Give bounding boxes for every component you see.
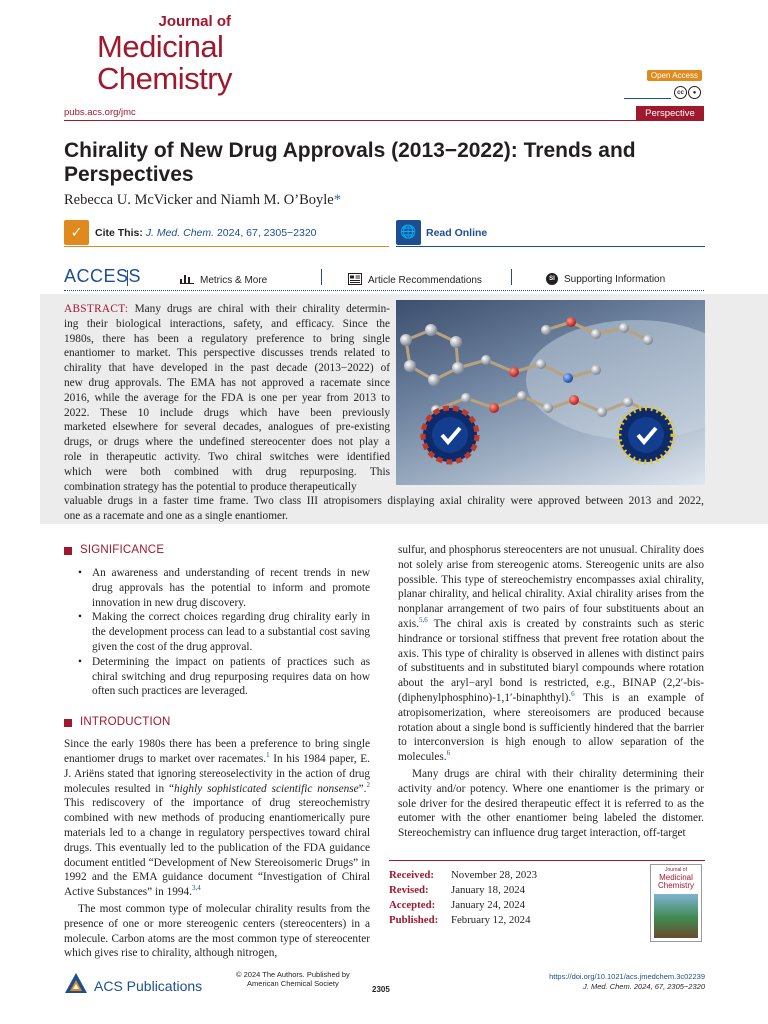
bar-chart-icon (180, 273, 194, 287)
abstract-line: new drug approvals. The EMA has not approved a racemate since (64, 376, 390, 389)
date-row (389, 883, 639, 898)
significance-heading-text: SIGNIFICANCE (80, 544, 165, 556)
si-icon: SI (546, 273, 558, 285)
journal-url[interactable]: pubs.acs.org/jmc (64, 107, 136, 118)
section-square-icon (64, 547, 72, 555)
logo-line-2: Medicinal (97, 29, 224, 64)
date-value: November 28, 2023 (451, 869, 538, 881)
copyright-line-2: American Chemical Society (247, 979, 339, 989)
date-row (389, 868, 639, 883)
introduction-heading (64, 715, 370, 730)
access-rule (64, 290, 704, 291)
body-text: The chiral axis is created by constraints such as steric hindrance or torsional stiffness that prevent free rotation about the axis. This type of chirality is observed in allenes with distinct pairs of substituents and in substituted biaryl compounds where rotation about the aryl−aryl bond is restricted, e.g., BINAP (2,2′-bis-(diphenylphosphino)-1,1′-binaphthyl). (398, 617, 704, 704)
abstract-line: which were both combined with drug repurposing. This (64, 465, 390, 478)
intro-text: ”. (358, 782, 367, 795)
globe-icon[interactable]: 🌐 (396, 220, 421, 245)
citation-ref[interactable]: 5,6 (419, 616, 428, 625)
abstract-line: valuable drugs in a faster time frame. Two class III atropisomers displaying axial chirality were approved between 2013 and 2022, (64, 495, 704, 508)
read-rule (396, 246, 705, 247)
access-divider (127, 270, 128, 286)
abstract-line: combination strategy has the potential to produce therapeutically (64, 480, 357, 493)
license-icons[interactable] (674, 86, 701, 99)
author-names: Rebecca U. McVicker and Niamh M. O’Boyle (64, 192, 334, 208)
date-row (389, 898, 639, 913)
metrics-label: Metrics & More (200, 274, 268, 286)
abstract-line: ABSTRACT: Many drugs are chiral with their chirality determin- (64, 303, 391, 315)
doi-block (549, 972, 705, 992)
metrics-link[interactable] (180, 273, 267, 287)
article-icon (348, 273, 362, 288)
right-paragraph-1 (398, 543, 704, 765)
cite-journal: J. Med. Chem. (145, 227, 215, 239)
abstract-label: ABSTRACT: (64, 303, 135, 315)
date-value: January 18, 2024 (451, 884, 526, 897)
citation-ref[interactable]: 1 (266, 751, 270, 760)
license-rule (624, 98, 671, 99)
abstract-line: 1980s, there has been a regulatory preference to bring single (64, 332, 390, 345)
citation-ref[interactable]: 6 (446, 749, 451, 758)
access-separator (321, 269, 322, 285)
left-column (64, 543, 370, 961)
corresponding-author-mark[interactable]: * (333, 192, 341, 208)
abstract-wide-block (64, 494, 704, 524)
intro-paragraph-2: The most common type of molecular chirality results from the presence of one or more stereogenic centers (stereocenters) in a molecule. Carbon atoms are the most common type of stereocenter which gives rise to chirality, although nitrogen, (64, 903, 370, 960)
page-number: 2305 (372, 985, 390, 994)
body-text: This is an example of atropisomerization, where stereoisomers are produced because rotation about a single bond is sufficiently hindered that the barrier to interconversion is high enough to allow separation of the molecules. (398, 691, 704, 764)
intro-quote: highly sophisticated scientific nonsense (173, 782, 359, 795)
date-label: Accepted: (389, 899, 436, 912)
access-label: ACCESS (64, 266, 142, 286)
article-type-badge: Perspective (636, 106, 704, 121)
cover-line-1: Journal of (665, 867, 687, 873)
abstract-line: ing their biological interactions, safety, and efficacy. Since the (64, 317, 390, 330)
read-online-link[interactable]: Read Online (426, 227, 488, 239)
cover-line-2: Medicinal (659, 872, 693, 882)
copyright-line-1: © 2024 The Authors. Published by (236, 970, 350, 979)
section-square-icon (64, 719, 72, 727)
logo-line-3: Chemistry (97, 61, 233, 96)
abstract-line: 2016, while the average for the FDA is one per year from 2013 to (64, 391, 390, 404)
article-title: Chirality of New Drug Approvals (2013−2022): Trends and Perspectives (64, 139, 636, 187)
dates-rule (389, 860, 705, 861)
supporting-info-link[interactable] (546, 273, 665, 285)
abstract-text (64, 302, 704, 524)
body-text: sulfur, and phosphorus stereocenters are not unusual. Chirality does not solely arise from stereogenic atoms. Stereogenic units are also possible. This type of stereochemistry encompasses axial chirality, planar chirality, and helical chirality. Axial chirality arises from the nonplanar arrangement of two pairs of four substituents about an axis. (398, 544, 704, 630)
right-paragraph-2: Many drugs are chiral with their chirality determining their activity and/or potency. Where one enantiomer is the primary or sole driver for the desired therapeutic effect it is referred to as the eutomer with the other enantiomer being labeled the distomer. Stereochemistry can influence drug target interaction, off-target (398, 767, 704, 840)
abstract-line: one as a racemate and one as a single enantiomer. (64, 510, 288, 523)
date-row (389, 913, 639, 928)
cite-label: Cite This: (95, 227, 143, 239)
abstract-line: drugs, or drugs where the undefined stereocenter does not play a (64, 436, 390, 449)
acs-triangle-icon (64, 972, 88, 999)
significance-heading (64, 543, 370, 558)
intro-text: In his 1984 paper, E. J. Ariëns stated that ignoring stereoselectivity in the action of drug molecules resulted in “ (64, 753, 370, 795)
significance-list (64, 566, 370, 699)
cite-rule (64, 246, 389, 247)
supporting-info-label: Supporting Information (564, 273, 666, 285)
quote-icon[interactable]: ✓ (64, 220, 89, 245)
significance-bullet: • An awareness and understanding of recent trends in new drug approvals has the potential to inform and promote innovation in new drug discovery. (78, 566, 370, 610)
doi-link[interactable]: https://doi.org/10.1021/acs.jmedchem.3c02239 (549, 972, 705, 981)
recommendations-label: Article Recommendations (368, 275, 482, 286)
abstract-line: marketed elsewhere for several decades, analogues of pre-existing (64, 421, 390, 434)
abstract-line: 2022. These 10 include drugs which have been previously (64, 406, 390, 419)
date-label: Published: (389, 914, 439, 927)
copyright-notice (236, 970, 350, 989)
date-label: Revised: (389, 884, 429, 897)
footer-citation: J. Med. Chem. 2024, 67, 2305−2320 (583, 982, 705, 992)
intro-paragraph-1 (64, 737, 370, 900)
cc-icon: cc (674, 86, 687, 99)
citation-ref[interactable]: 3,4 (192, 884, 201, 893)
recommendations-link[interactable] (348, 273, 482, 288)
journal-cover-thumbnail[interactable] (650, 864, 702, 942)
abstract-line: role in therapeutic activity. Two chiral switches were identified (64, 450, 390, 463)
publisher-name: ACS Publications (94, 977, 203, 994)
access-separator (511, 269, 512, 285)
journal-logo (97, 14, 237, 94)
header-rule (64, 120, 704, 121)
publisher-logo[interactable] (64, 972, 202, 999)
author-list (64, 192, 341, 209)
intro-text: Since the early 1980s there has been a preference to bring single enantiomer drugs to market over racemates. (64, 738, 370, 766)
date-label: Received: (389, 869, 434, 881)
by-icon: ● (688, 86, 701, 99)
citation-ref[interactable]: 2 (366, 780, 370, 789)
significance-bullet: • Determining the impact on patients of practices such as chiral switching and drug repurposing requires data on how often such practices are leveraged. (78, 655, 370, 699)
publication-dates (389, 868, 639, 928)
cover-line-3: Chemistry (657, 881, 694, 891)
abstract-line: chirality that have developed in the past decade (2013−2022) of (64, 362, 390, 375)
date-value: February 12, 2024 (451, 914, 531, 927)
abstract-narrow-block (64, 302, 390, 494)
cite-this[interactable] (95, 227, 317, 239)
abstract-line: enantiomer to market. This perspective discusses trends related to (64, 347, 390, 360)
citation-ref[interactable]: 6 (571, 690, 575, 699)
date-value: January 24, 2024 (451, 899, 526, 912)
right-column (398, 543, 704, 841)
open-access-badge: Open Access (647, 70, 702, 81)
intro-text: This rediscovery of the importance of drug stereochemistry combined with new methods of producing enantiomerically pure materials led to a change in regulatory perspectives toward chiral drugs. This eventually led to the publication of the FDA guidance document entitled “Development of New Stereoisomeric Drugs” in 1992 and the EMA guidance document “Investigation of Chiral Active Substances” in 1994. (64, 797, 370, 899)
logo-line-1: Journal of (158, 13, 231, 30)
cite-reference: 2024, 67, 2305−2320 (216, 227, 317, 239)
introduction-heading-text: INTRODUCTION (80, 716, 171, 729)
significance-bullet: • Making the correct choices regarding drug chirality early in the development process can lead to a substantial cost saving given the cost of the drug approval. (78, 610, 370, 654)
